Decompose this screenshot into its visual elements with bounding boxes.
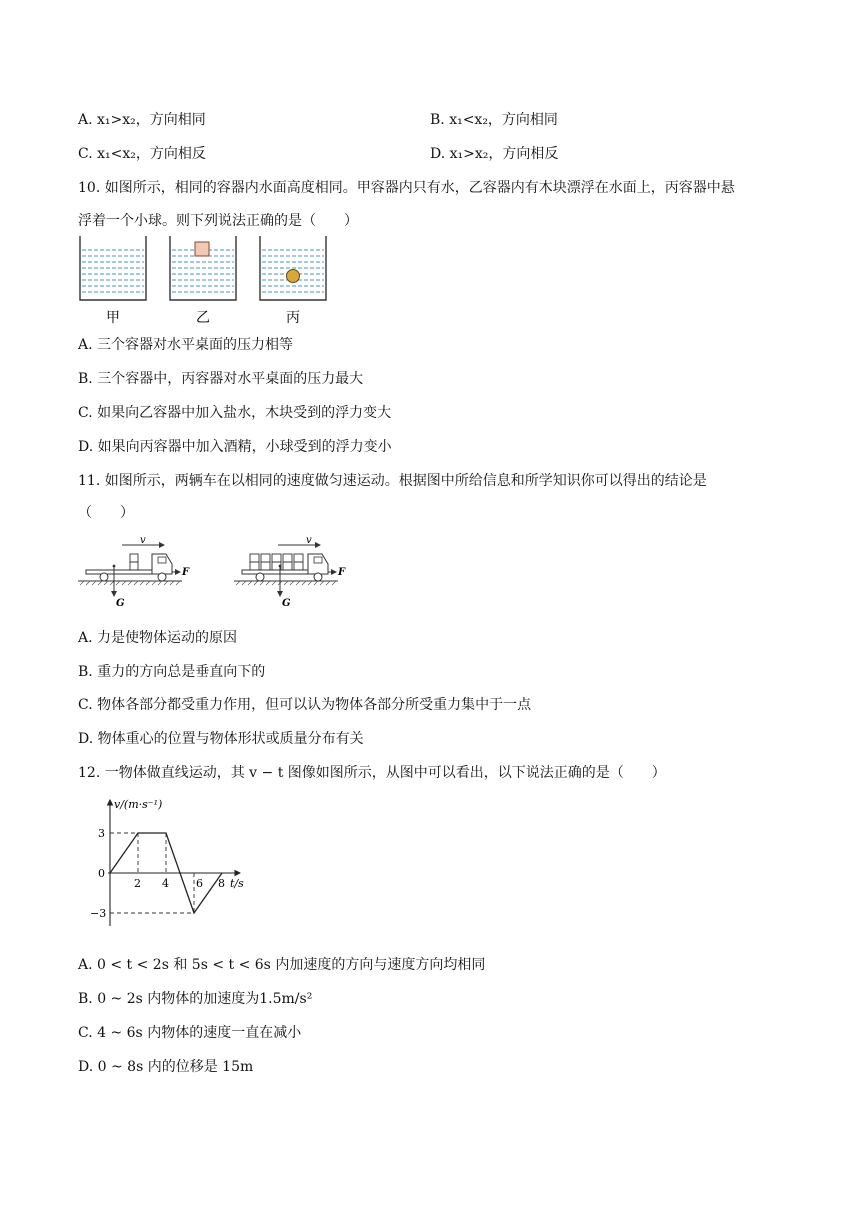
q9-option-d: D. x₁>x₂，方向相反 bbox=[430, 146, 559, 162]
q10-option-d: D. 如果向丙容器中加入酒精，小球受到的浮力变小 bbox=[78, 439, 392, 455]
q12-option-d: D. 0 ~ 8s 内的位移是 15m bbox=[78, 1059, 254, 1075]
svg-text:F: F bbox=[182, 567, 190, 578]
q9-option-a: A. x₁>x₂，方向相同 bbox=[78, 112, 206, 128]
q10-stem-line1: 10. 如图所示，相同的容器内水面高度相同。甲容器内只有水，乙容器内有木块漂浮在水面上，丙容器中悬 bbox=[78, 180, 735, 196]
container-jia bbox=[80, 236, 146, 300]
label-yi: 乙 bbox=[196, 310, 210, 326]
q11-option-a: A. 力是使物体运动的原因 bbox=[78, 630, 238, 646]
svg-text:v: v bbox=[306, 536, 312, 546]
xtick-2: 2 bbox=[134, 877, 141, 890]
q10-option-b: B. 三个容器中，丙容器对水平桌面的压力最大 bbox=[78, 371, 364, 387]
truck-2 bbox=[234, 536, 346, 609]
xtick-8: 8 bbox=[218, 877, 225, 890]
xtick-6: 6 bbox=[196, 877, 203, 890]
q10-containers-figure bbox=[74, 234, 344, 328]
container-yi bbox=[170, 236, 236, 300]
q10-option-c: C. 如果向乙容器中加入盐水，木块受到的浮力变大 bbox=[78, 405, 392, 421]
svg-text:G: G bbox=[282, 598, 291, 609]
q11-option-b: B. 重力的方向总是垂直向下的 bbox=[78, 664, 266, 680]
ytick-3: 3 bbox=[98, 827, 105, 840]
svg-text:F: F bbox=[338, 567, 346, 578]
wood-block bbox=[195, 242, 209, 256]
label-bing: 丙 bbox=[286, 310, 300, 326]
t-axis-label: t/s bbox=[230, 877, 244, 890]
small-ball bbox=[287, 270, 300, 283]
q10-stem-line2: 浮着一个小球。则下列说法正确的是（ ） bbox=[78, 213, 358, 229]
q11-option-c: C. 物体各部分都受重力作用，但可以认为物体各部分所受重力集中于一点 bbox=[78, 697, 532, 713]
q12-stem: 12. 一物体做直线运动，其 v − t 图像如图所示，从图中可以看出，以下说法正确的是（ ） bbox=[78, 765, 666, 781]
q10-option-a: A. 三个容器对水平桌面的压力相等 bbox=[78, 337, 294, 353]
q11-stem-line1: 11. 如图所示，两辆车在以相同的速度做匀速运动。根据图中所给信息和所学知识你可以得出的结论是 bbox=[78, 473, 707, 489]
ytick-neg3: −3 bbox=[90, 907, 107, 920]
q11-trucks-figure bbox=[78, 536, 368, 616]
truck-1 bbox=[78, 536, 190, 609]
v-axis-label: v/(m·s⁻¹) bbox=[114, 798, 163, 811]
q11-stem-line2: （ ） bbox=[78, 505, 134, 521]
q9-option-b: B. x₁<x₂，方向相同 bbox=[430, 112, 558, 128]
svg-text:G: G bbox=[116, 598, 125, 609]
container-bing bbox=[260, 236, 326, 300]
ytick-0: 0 bbox=[98, 867, 105, 880]
q12-vt-graph bbox=[86, 794, 266, 934]
q9-option-c: C. x₁<x₂，方向相反 bbox=[78, 146, 206, 162]
xtick-4: 4 bbox=[162, 877, 169, 890]
q12-option-c: C. 4 ~ 6s 内物体的速度一直在减小 bbox=[78, 1025, 302, 1041]
svg-text:v: v bbox=[140, 536, 146, 546]
q12-option-a: A. 0 < t < 2s 和 5s < t < 6s 内加速度的方向与速度方向均相同 bbox=[78, 957, 486, 973]
q12-option-b: B. 0 ~ 2s 内物体的加速度为1.5m/s² bbox=[78, 991, 313, 1007]
q11-option-d: D. 物体重心的位置与物体形状或质量分布有关 bbox=[78, 731, 364, 747]
label-jia: 甲 bbox=[106, 310, 120, 326]
